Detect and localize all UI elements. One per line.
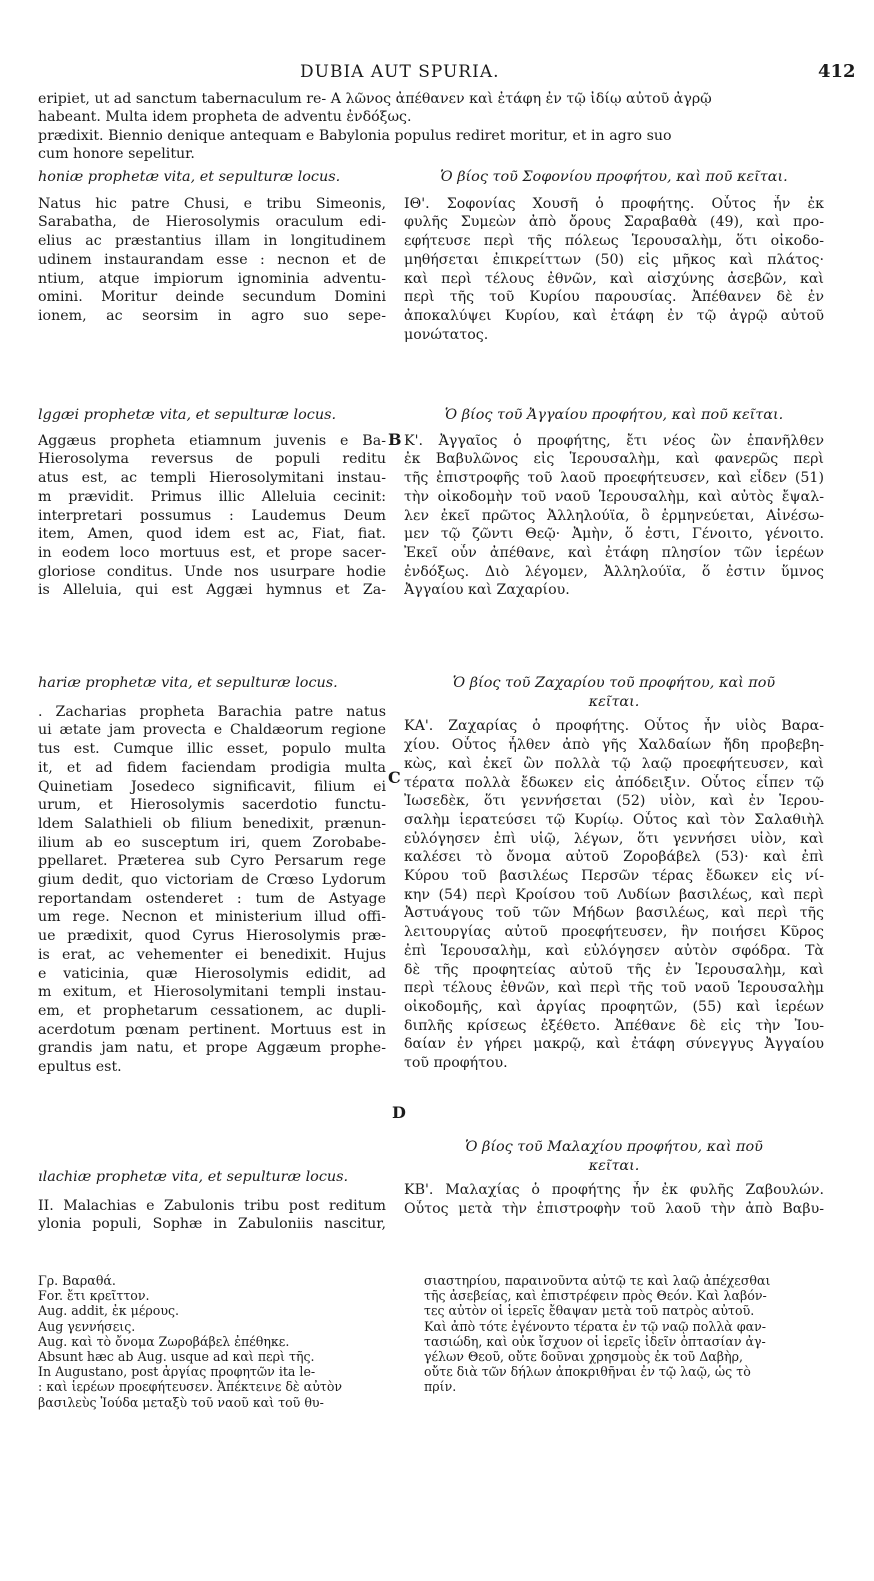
text-line: φυλῆς Συμεὼν ἀπὸ ὄρους Σαραβαθὰ (49), καὶ προ-	[404, 214, 824, 231]
top-paragraph	[38, 90, 858, 163]
text-line: ue prædixit, quod Cyrus Hierosolymis præ-	[38, 928, 386, 945]
zacharias-section	[38, 674, 386, 1077]
text-line: e vaticinia, quæ Hierosolymis edidit, ad	[38, 965, 386, 982]
text-line: περὶ τῆς τοῦ Κυρίου παρουσίας. Ἀπέθανεν δὲ ἐν	[404, 289, 824, 306]
aggaeus-section	[38, 406, 386, 600]
footnote-line: Aug. καὶ τὸ ὄνομα Ζωροβάβελ ἐπέθηκε.	[38, 1333, 290, 1349]
footnote-line: τῆς ἀσεβείας, καὶ ἐπιστρέφειν πρὸς Θεόν. Καὶ λαβόν-	[424, 1288, 767, 1304]
footnote-line: In Augustano, post ἀργίας προφητῶν ita le-	[38, 1364, 316, 1380]
text-line: Aggæus propheta etiamnum juvenis e Ba-	[38, 432, 386, 449]
page-header	[0, 62, 874, 86]
footnote-line: Aug. addit, ἐκ μέρους.	[38, 1303, 180, 1319]
text-line: urum, et Hierosolymis sacerdotio functu-	[38, 797, 386, 814]
footnote-line: Γρ. Βαραθά.	[38, 1273, 116, 1288]
text-line: ui ætate jam provecta e Chaldæorum regione	[38, 722, 386, 739]
text-line: Κύρου τοῦ βασιλέως Περσῶν τέρας ἔδωκεν εἰς νί-	[404, 868, 824, 885]
text-line: κην (54) περὶ Κροίσου τοῦ Λυδίων βασιλέως, καὶ περὶ	[404, 886, 824, 903]
footnote-line: Καὶ ἀπὸ τότε ἐγένοντο τέρατα ἐν τῷ ναῷ πολλὰ φαν-	[424, 1318, 767, 1334]
text-line: em, et prophetarum cessationem, ac dupli-	[38, 1002, 386, 1019]
text-line: δαίαν ἐν γήρει μακρῷ, καὶ ἐτάφη σύνεγγυς Ἀγγαίου	[404, 1036, 824, 1053]
text-line: περὶ τέλους ἐθνῶν, καὶ περὶ τῆς τοῦ ναοῦ Ἱερουσαλὴμ	[404, 980, 824, 997]
text-line: λεν ἐκεῖ πρῶτος Ἀλληλούϊα, ὃ ἑρμηνεύεται, Αἰνέσω-	[404, 507, 824, 524]
text-line: gium dedit, quo victoriam de Crœso Lydorum	[38, 872, 386, 889]
text-line: δὲ τῆς προφητείας αὐτοῦ τῆς ἐν Ἱερουσαλὴμ, καὶ	[404, 961, 824, 978]
footnotes-right	[424, 1273, 824, 1395]
footnote-line: Absunt hæc ab Aug. usque ad καὶ περὶ τῆς.	[38, 1349, 315, 1365]
text-line: Ἐκεῖ οὖν ἀπέθανε, καὶ ἐτάφη πλησίον τῶν ἱερέων	[404, 544, 824, 561]
text-line: atus est, ac templi Hierosolymitani instau-	[38, 470, 386, 487]
footnote-line: γέλων Θεοῦ, οὔτε δοῦναι χρησμοὺς ἐκ τοῦ Δαβὴρ,	[424, 1349, 744, 1365]
section-heading-continued: κεῖται.	[588, 693, 640, 710]
text-line: ntium, atque impiorum ignominia adventu-	[38, 270, 386, 287]
text-line: elius ac præstantius illam in longitudinem	[38, 233, 386, 250]
text-line: item, Amen, quod idem est ac, Fiat, fiat.	[38, 526, 386, 543]
page-number: 412	[818, 61, 856, 82]
text-line: habeant. Multa idem propheta de adventu ἐνδόξως.	[38, 109, 412, 126]
footnote-line: πρίν.	[424, 1379, 457, 1395]
section-heading: Ὁ βίος τοῦ Μαλαχίου προφήτου, καὶ ποῦ	[465, 1139, 763, 1155]
text-line: prædixit. Biennio denique antequam e Babylonia populus rediret moritur, et in agro suo	[38, 127, 672, 144]
margin-letter-b: B	[388, 430, 402, 449]
text-line: τέρατα πολλὰ ἔδωκεν εἰς ἀπόδειξιν. Οὗτος εἶπεν τῷ	[404, 774, 824, 791]
text-line: μονώτατος.	[404, 326, 489, 343]
text-line: Hierosolyma reversus de populi reditu	[38, 451, 386, 468]
text-line: um rege. Necnon et ministerium illud offi-	[38, 909, 386, 926]
footnote-line: οὔτε διὰ τῶν δήλων ἀποκριθῆναι ἐν τῷ λαῷ, ὡς τὸ	[424, 1364, 751, 1380]
footnote-line: τες αὐτὸν οἱ ἱερεῖς ἔθαψαν μετὰ τοῦ πατρὸς αὐτοῦ.	[424, 1303, 755, 1319]
text-line: reportandam ostenderet : tum de Astyage	[38, 890, 386, 907]
footnote-line: Aug γεννήσεις.	[38, 1318, 136, 1334]
text-line: ionem, ac seorsim in agro suo sepe-	[38, 307, 386, 324]
text-line: ΙΘ'. Σοφονίας Χουσῆ ὁ προφήτης. Οὗτος ἦν ἐκ	[404, 195, 824, 212]
text-line: τὴν οἰκοδομὴν τοῦ ναοῦ Ἱερουσαλὴμ, καὶ αὐτὸς ἔψαλ-	[404, 488, 824, 505]
text-line: cum honore sepelitur.	[38, 145, 195, 162]
text-line: ΚΒ'. Μαλαχίας ὁ προφήτης ἦν ἐκ φυλῆς Ζαβουλών.	[404, 1182, 824, 1199]
text-line: ppellaret. Præterea sub Cyro Persarum rege	[38, 853, 386, 870]
text-line: ylonia populi, Sophæ in Zabuloniis nascitur,	[38, 1216, 386, 1233]
text-line: Quinetiam Josedeco significavit, filium ei	[38, 778, 386, 795]
footnote-line: τασιώδη, καὶ οὐκ ἴσχυον οἱ ἱερεῖς ἰδεῖν ὀπτασίαν ἀγ-	[424, 1333, 766, 1349]
text-line: m exitum, et Hierosolymitani templi instau-	[38, 984, 386, 1001]
text-line: μηθήσεται ἐπικρείττων (50) εἰς μῆκος καὶ πλάτος·	[404, 251, 824, 268]
sophonias-section	[38, 168, 386, 326]
running-title: DUBIA AUT SPURIA.	[300, 62, 500, 82]
text-line: διπλῆς κρίσεως ἐξέθετο. Ἀπέθανε δὲ εἰς τὴν Ἰου-	[404, 1017, 824, 1034]
section-heading: lggæi prophetæ vita, et sepulturæ locus.	[38, 407, 337, 423]
text-line: καλέσει τὸ ὄνομα αὐτοῦ Ζοροβάβελ (53)· καὶ ἐπὶ	[404, 849, 824, 866]
margin-letter-d: D	[392, 1103, 406, 1122]
text-line: σαλὴμ ἱερατεύσει τῷ Κυρίῳ. Οὗτος καὶ τὸν Σαλαθιὴλ	[404, 811, 824, 828]
text-line: epultus est.	[38, 1059, 122, 1076]
text-line: interpretari possumus : Laudemus Deum	[38, 507, 386, 524]
text-line: οἰκοδομῆς, καὶ ἀργίας προφητῶν, (55) καὶ ἱερέων	[404, 998, 824, 1015]
text-line: m prævidit. Primus illic Alleluia cecinit:	[38, 488, 386, 505]
margin-letter-c: C	[388, 768, 401, 787]
text-line: εὐλόγησεν ἐπὶ υἱῷ, λέγων, ὅτι γεννήσει υἱὸν, καὶ	[404, 830, 824, 847]
text-line: τοῦ προφήτου.	[404, 1055, 508, 1072]
text-line: ἐνδόξως. Διὸ λέγομεν, Ἀλληλούϊα, ὅ ἐστιν ὕμνος	[404, 563, 824, 580]
text-line: ΚΑ'. Ζαχαρίας ὁ προφήτης. Οὗτος ἦν υἱὸς Βαρα-	[404, 718, 824, 735]
text-line: λειτουργίας αὐτοῦ προεφήτευσεν, ἣν ποιήσει Κῦρος	[404, 924, 824, 941]
text-line: ἀποκαλύψει Κυρίου, καὶ ἐτάφη ἐν τῷ ἀγρῷ αὐτοῦ	[404, 307, 824, 324]
text-line: Ἰωσεδὲκ, ὅτι γεννήσεται (52) υἱὸν, καὶ ἐν Ἱερου-	[404, 793, 824, 810]
zacharias-greek-section	[404, 674, 824, 1073]
sophonias-greek-section	[404, 168, 824, 344]
aggaeus-greek-section	[404, 406, 824, 600]
text-line: is erat, ac vehementer ei benedixit. Hujus	[38, 946, 386, 963]
section-heading: ılachiæ prophetæ vita, et sepulturæ locus.	[38, 1169, 349, 1185]
text-line: Κ'. Ἀγγαῖος ὁ προφήτης, ἔτι νέος ὢν ἐπανῆλθεν	[404, 432, 824, 449]
text-line: ilium ab eo susceptum iri, quem Zorobabe-	[38, 834, 386, 851]
text-line: is Alleluia, qui est Aggæi hymnus et Za-	[38, 582, 386, 599]
text-line: udinem instaurandam esse : necnon et de	[38, 251, 386, 268]
text-line: χίου. Οὗτος ἦλθεν ἀπὸ γῆς Χαλδαίων ἤδη προβεβη-	[404, 737, 824, 754]
text-line: omini. Moritur deinde secundum Domini	[38, 289, 386, 306]
section-heading: Ὁ βίος τοῦ Ζαχαρίου τοῦ προφήτου, καὶ ποῦ	[452, 675, 776, 691]
text-line: in eodem loco mortuus est, et prope sacer-	[38, 544, 386, 561]
text-line: εφήτευσε περὶ τῆς πόλεως Ἱερουσαλὴμ, ὅτι οἰκοδο-	[404, 233, 824, 250]
section-heading: hariæ prophetæ vita, et sepulturæ locus.	[38, 675, 338, 691]
text-line: Οὗτος μετὰ τὴν ἐπιστροφὴν τοῦ λαοῦ τὴν ἀπὸ Βαβυ-	[404, 1201, 824, 1218]
text-line: gloriose conditus. Unde nos usurpare hodie	[38, 563, 386, 580]
text-line: acerdotum pœnam pertinent. Mortuus est in	[38, 1021, 386, 1038]
text-line: II. Malachias e Zabulonis tribu post reditum	[38, 1197, 386, 1214]
text-line: eripiet, ut ad sanctum tabernaculum re- A λῶνος ἀπέθανεν καὶ ἐτάφη ἐν τῷ ἰδίῳ αὐτοῦ ἀγρῷ	[38, 91, 712, 107]
footnote-line: : καὶ ἱερέων προεφήτευσεν. Ἀπέκτεινε δὲ αὐτὸν	[38, 1379, 343, 1395]
malachias-section	[38, 1168, 386, 1234]
text-line: ldem Salathieli ob filium benedixit, prænun-	[38, 815, 386, 832]
text-line: ἐπὶ Ἱερουσαλὴμ, καὶ εὐλόγησεν αὐτὸν σφόδρα. Τὰ	[404, 942, 824, 959]
section-heading: honiæ prophetæ vita, et sepulturæ locus.	[38, 169, 341, 185]
footnote-line: Fοr. ἔτι κρεῖττον.	[38, 1288, 150, 1304]
text-line: ἐκ Βαβυλῶνος εἰς Ἱερουσαλὴμ, καὶ φανερῶς περὶ	[404, 451, 824, 468]
text-line: Ἀγγαίου καὶ Ζαχαρίου.	[404, 582, 570, 599]
section-heading: Ὁ βίος τοῦ Ἀγγαίου προφήτου, καὶ ποῦ κεῖται.	[444, 407, 784, 423]
malachias-greek-section	[404, 1138, 824, 1219]
text-line: Ἀστυάγους τοῦ τῶν Μήδων βασιλέως, καὶ περὶ τῆς	[404, 905, 824, 922]
text-line: it, et ad fidem faciendam prodigia multa	[38, 759, 386, 776]
text-line: καὶ περὶ τέλους ἐθνῶν, καὶ αἰσχύνης ἀσεβῶν, καὶ	[404, 270, 824, 287]
text-line: Sarabatha, de Hierosolymis oraculum edi-	[38, 214, 386, 231]
text-line: κὼς, καὶ ἐκεῖ ὢν πολλὰ τῷ λαῷ προεφήτευσεν, καὶ	[404, 755, 824, 772]
text-line: grandis jam natu, et prope Aggæum prophe-	[38, 1040, 386, 1057]
footnote-line: σιαστηρίου, παραινοῦντα αὐτῷ τε καὶ λαῷ ἀπέχεσθαι	[424, 1273, 771, 1288]
footnote-line: βασιλεὺς Ἰούδα μεταξὺ τοῦ ναοῦ καὶ τοῦ θυ-	[38, 1394, 324, 1410]
text-line: Natus hic patre Chusi, e tribu Simeonis,	[38, 195, 386, 212]
footnotes-left	[38, 1273, 393, 1410]
section-heading-continued: κεῖται.	[588, 1157, 640, 1174]
text-line: τῆς ἐπιστροφῆς τοῦ λαοῦ προεφήτευσεν, καὶ εἶδεν (51)	[404, 470, 824, 487]
text-line: μεν τῷ ζῶντι Θεῷ· Ἀμὴν, ὅ ἐστι, Γένοιτο, γένοιτο.	[404, 526, 824, 543]
text-line: . Zacharias propheta Barachia patre natus	[38, 703, 386, 720]
section-heading: Ὁ βίος τοῦ Σοφονίου προφήτου, καὶ ποῦ κεῖται.	[440, 169, 788, 185]
text-line: tus est. Cumque illic esset, populo multa	[38, 741, 386, 758]
